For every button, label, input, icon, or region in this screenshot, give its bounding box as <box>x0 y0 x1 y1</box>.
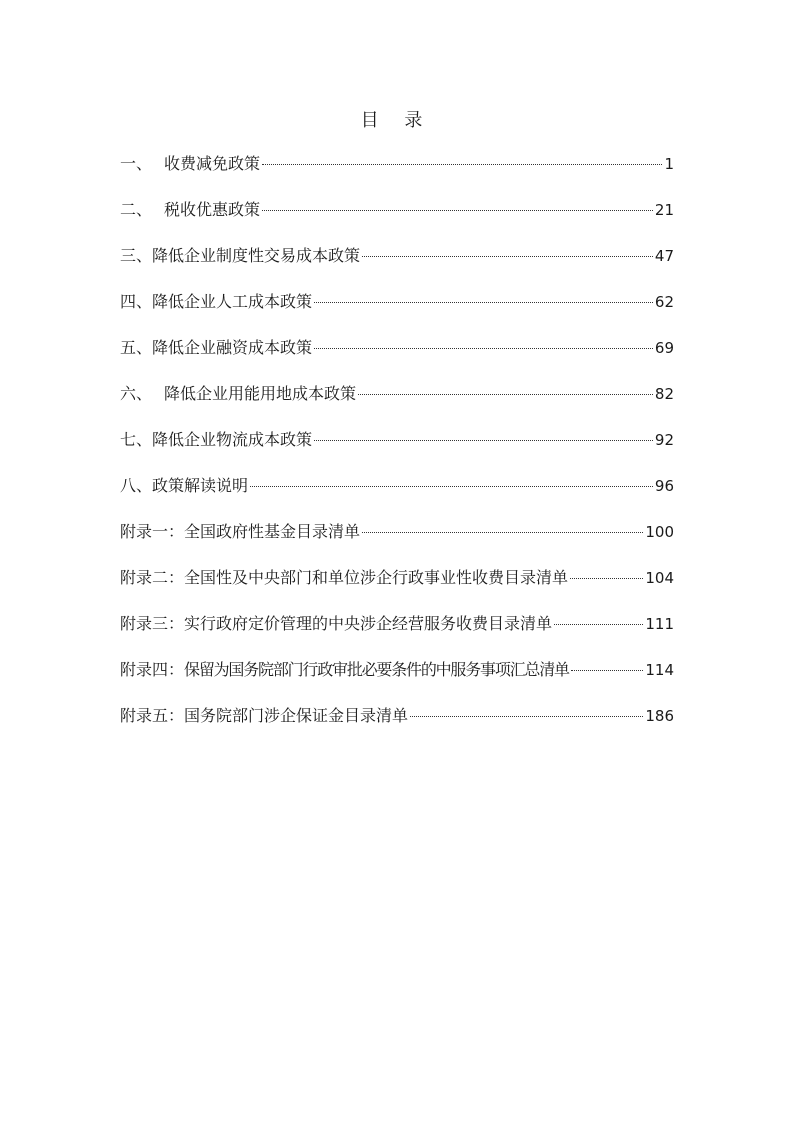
toc-entry-text: 全国政府性基金目录清单 <box>184 522 361 541</box>
toc-entry-text: 保留为国务院部门行政审批必要条件的中服务事项汇总清单 <box>184 660 569 679</box>
toc-entry-number: 八、 <box>120 476 153 495</box>
toc-dot-leader <box>362 532 643 533</box>
toc-entry-label <box>120 521 360 543</box>
toc-entry-label <box>120 475 248 497</box>
toc-entry-label <box>120 567 568 589</box>
toc-entry-text: 全国性及中央部门和单位涉企行政事业性收费目录清单 <box>184 568 569 587</box>
toc-entry[interactable] <box>120 613 674 659</box>
toc-entry-page-number: 96 <box>654 477 674 495</box>
toc-entry[interactable] <box>120 383 674 429</box>
toc-entry-text: 降低企业用能用地成本政策 <box>164 384 357 403</box>
toc-entry-page-number: 47 <box>654 247 674 265</box>
toc-dot-leader <box>358 394 653 395</box>
toc-entry-number: 附录四： <box>120 660 185 679</box>
toc-dot-leader <box>314 302 653 303</box>
toc-entry[interactable] <box>120 199 674 245</box>
toc-entry-text: 政策解读说明 <box>152 476 249 495</box>
toc-entry[interactable] <box>120 153 674 199</box>
toc-entry-number: 六、 <box>120 384 153 403</box>
toc-entry-number: 一、 <box>120 154 153 173</box>
toc-entry-number: 附录一： <box>120 522 185 541</box>
toc-entry[interactable] <box>120 659 674 705</box>
toc-entry[interactable] <box>120 429 674 475</box>
toc-dot-leader <box>554 624 643 625</box>
toc-dot-leader <box>571 670 644 671</box>
toc-entry-number: 七、 <box>120 430 153 449</box>
toc-entry-page-number: 114 <box>645 661 674 679</box>
toc-entry-label <box>120 383 356 405</box>
toc-entry-text: 降低企业物流成本政策 <box>152 430 313 449</box>
toc-entry-text: 实行政府定价管理的中央涉企经营服务收费目录清单 <box>184 614 553 633</box>
toc-entry-label <box>120 337 312 359</box>
toc-entry-number: 三、 <box>120 246 153 265</box>
toc-dot-leader <box>314 440 653 441</box>
toc-entry-label <box>120 153 260 175</box>
toc-entry-label <box>120 613 552 635</box>
toc-entry-page-number: 104 <box>645 569 674 587</box>
toc-entry-text: 收费减免政策 <box>164 154 261 173</box>
toc-entry-text: 税收优惠政策 <box>164 200 261 219</box>
toc-entry-label <box>120 659 569 681</box>
toc-entry-number: 四、 <box>120 292 153 311</box>
toc-dot-leader <box>250 486 653 487</box>
toc-dot-leader <box>262 164 662 165</box>
toc-entry-page-number: 100 <box>645 523 674 541</box>
toc-entry-page-number: 111 <box>645 615 674 633</box>
toc-list <box>120 153 674 751</box>
toc-entry-page-number: 186 <box>645 707 674 725</box>
toc-entry[interactable] <box>120 245 674 291</box>
toc-dot-leader <box>362 256 653 257</box>
toc-entry-label <box>120 199 260 221</box>
toc-dot-leader <box>410 716 643 717</box>
toc-entry-page-number: 92 <box>654 431 674 449</box>
toc-entry-number: 附录五： <box>120 706 185 725</box>
toc-entry[interactable] <box>120 337 674 383</box>
toc-entry-page-number: 1 <box>664 155 674 173</box>
toc-entry-text: 降低企业制度性交易成本政策 <box>152 246 361 265</box>
toc-entry-text: 降低企业融资成本政策 <box>152 338 313 357</box>
toc-entry[interactable] <box>120 291 674 337</box>
toc-entry-label <box>120 245 360 267</box>
toc-entry-page-number: 62 <box>654 293 674 311</box>
toc-dot-leader <box>314 348 653 349</box>
toc-entry-label <box>120 291 312 313</box>
toc-dot-leader <box>570 578 643 579</box>
toc-entry[interactable] <box>120 475 674 521</box>
toc-title: 目 录 <box>360 110 433 131</box>
toc-entry-number: 附录二： <box>120 568 185 587</box>
toc-entry[interactable] <box>120 521 674 567</box>
toc-entry-page-number: 69 <box>654 339 674 357</box>
toc-entry[interactable] <box>120 567 674 613</box>
toc-entry-number: 二、 <box>120 200 153 219</box>
toc-entry-label <box>120 429 312 451</box>
toc-entry-text: 国务院部门涉企保证金目录清单 <box>184 706 409 725</box>
toc-entry-text: 降低企业人工成本政策 <box>152 292 313 311</box>
toc-entry-number: 五、 <box>120 338 153 357</box>
toc-entry[interactable] <box>120 705 674 751</box>
toc-entry-number: 附录三： <box>120 614 185 633</box>
toc-entry-page-number: 21 <box>654 201 674 219</box>
toc-entry-page-number: 82 <box>654 385 674 403</box>
toc-entry-label <box>120 705 408 727</box>
toc-dot-leader <box>262 210 653 211</box>
